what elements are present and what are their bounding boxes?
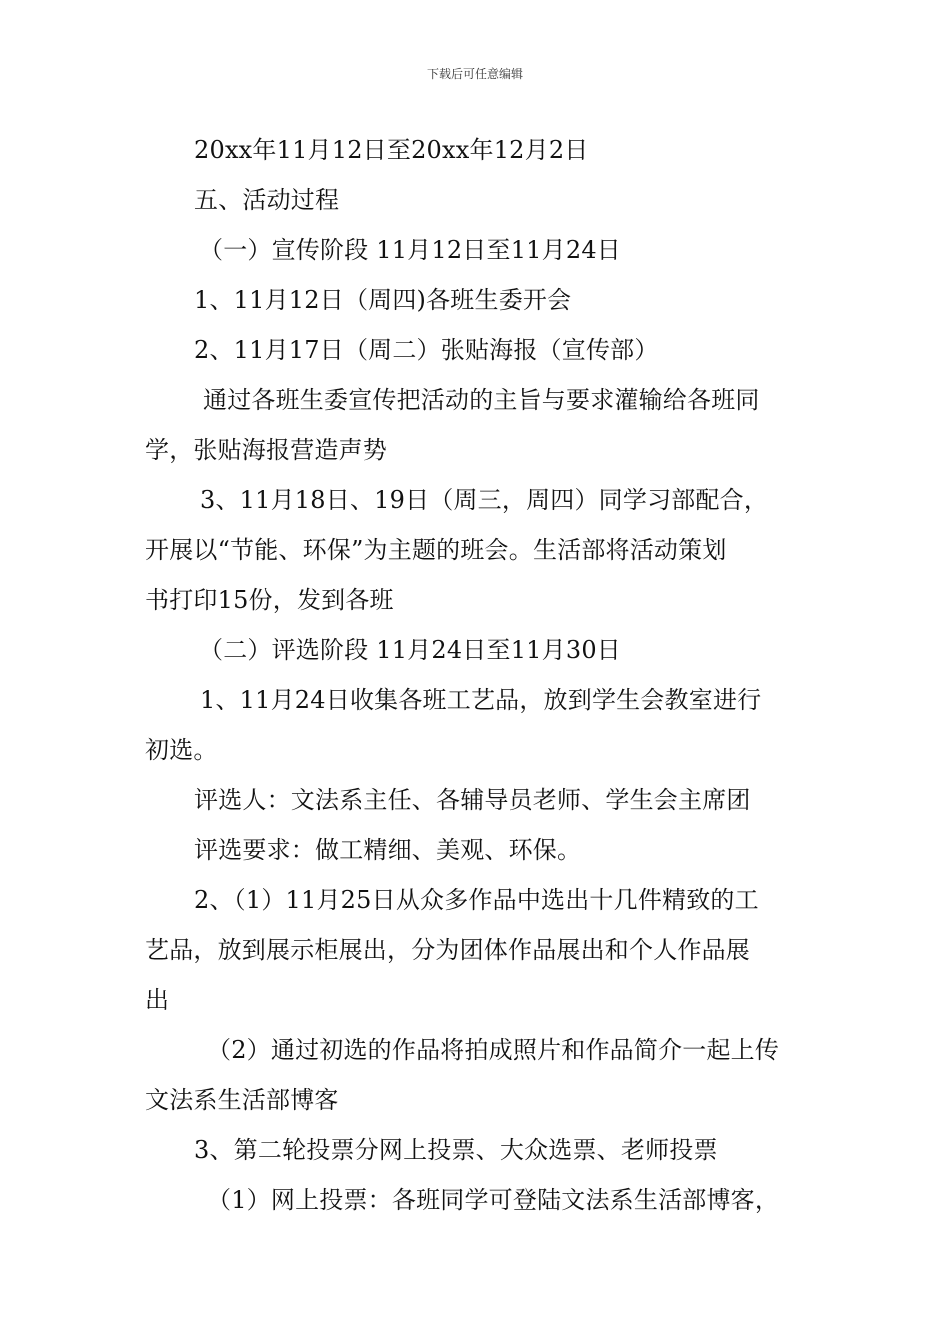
list-item: （2）通过初选的作品将拍成照片和作品简介一起上传 [207, 1036, 780, 1064]
paragraph-line: 初选。 [145, 736, 218, 764]
paragraph-line: 书打印15份，发到各班 [145, 586, 394, 614]
subsection-heading: （二）评选阶段 11月24日至11月30日 [199, 636, 621, 664]
list-item: 1、11月24日收集各班工艺品，放到学生会教室进行 [200, 686, 762, 714]
paragraph-line: 评选要求：做工精细、美观、环保。 [194, 836, 582, 864]
paragraph-line: 开展以“节能、环保”为主题的班会。生活部将活动策划 [145, 536, 727, 564]
list-item: 2、（1）11月25日从众多作品中选出十几件精致的工 [194, 886, 759, 914]
paragraph-line: 20xx年11月12日至20xx年12月2日 [194, 136, 589, 164]
paragraph-line: 文法系生活部博客 [145, 1086, 339, 1114]
page-header: 下载后可任意编辑 [426, 67, 523, 81]
list-item: 1、11月12日（周四)各班生委开会 [194, 286, 572, 314]
subsection-heading: （一）宣传阶段 11月12日至11月24日 [199, 236, 621, 264]
paragraph-line: 通过各班生委宣传把活动的主旨与要求灌输给各班同 [203, 386, 760, 414]
list-item: 3、11月18日、19日（周三，周四）同学习部配合， [200, 486, 769, 514]
list-item: （1）网上投票：各班同学可登陆文法系生活部博客， [207, 1186, 780, 1214]
paragraph-line: 出 [145, 986, 170, 1014]
paragraph-line: 评选人：文法系主任、各辅导员老师、学生会主席团 [194, 786, 751, 814]
list-item: 3、第二轮投票分网上投票、大众选票、老师投票 [194, 1136, 718, 1164]
paragraph-line: 学，张贴海报营造声势 [145, 436, 387, 464]
section-heading: 五、活动过程 [194, 186, 340, 214]
list-item: 2、11月17日（周二）张贴海报（宣传部） [194, 336, 659, 364]
paragraph-line: 艺品，放到展示柜展出，分为团体作品展出和个人作品展 [145, 936, 750, 964]
